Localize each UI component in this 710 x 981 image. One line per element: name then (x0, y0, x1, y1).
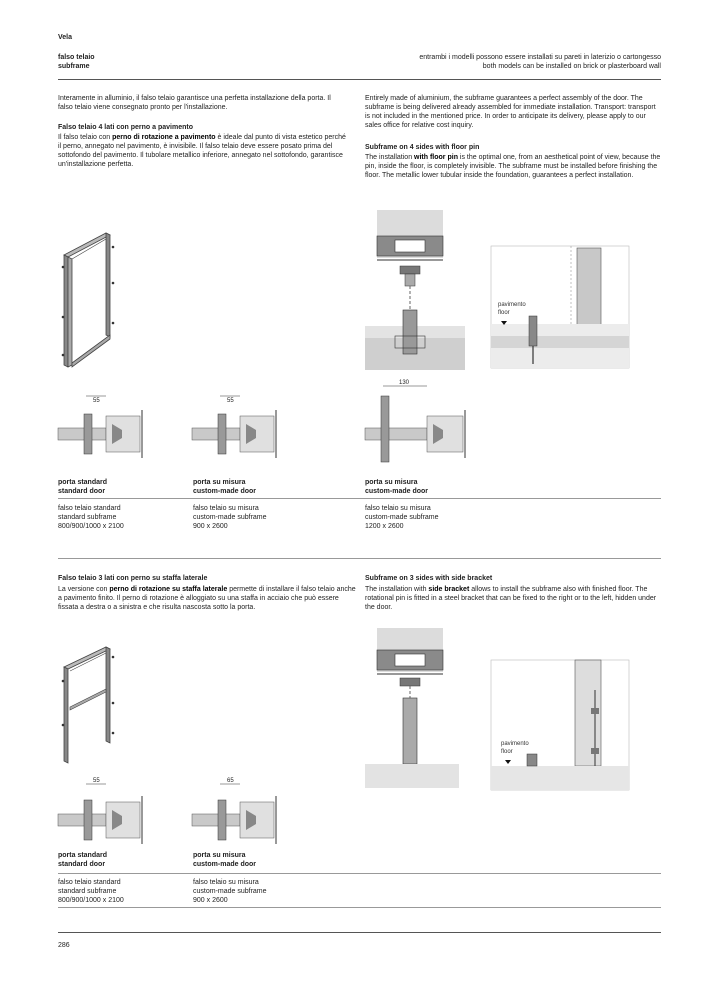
section2-body-it: La versione con perno di rotazione su staffa laterale permette di installare il falso telaio anche a pavimento finito. Il perno di rotazione è alloggiato su una staffa in acciaio che può essere fissata a destra o a sinistra e che risulta nascosta sotto la porta. (58, 586, 356, 611)
s2-variant-divider (58, 873, 661, 874)
note-en: both models can be installed on brick or plasterboard wall (482, 63, 661, 70)
s2-bottom-divider (58, 907, 661, 908)
s1-variant-1-name-it: porta standard (58, 479, 108, 486)
s1-variant-2-name-it: porta su misura (193, 479, 246, 486)
s1-variant-1-spec-it: falso telaio standard (58, 505, 121, 512)
s2-variant-1-name-en: standard door (58, 861, 106, 868)
dim-130: 130 (399, 380, 410, 386)
s1-variant-3-spec-it: falso telaio su misura (365, 505, 431, 512)
page-number: 286 (58, 942, 70, 949)
title-en: subframe (58, 63, 90, 70)
floor-label-en-1: floor (498, 310, 510, 316)
plan-detail-custom-900 (192, 392, 292, 462)
section2-heading-en: Subframe on 3 sides with side bracket (365, 575, 493, 582)
floor-label-it-1: pavimento (498, 302, 526, 308)
section-divider (58, 558, 661, 559)
s2-variant-2-spec-it: falso telaio su misura (193, 879, 259, 886)
side-bracket-section-drawing (365, 628, 465, 788)
side-bracket-detail-drawing (491, 660, 629, 790)
s1-variant-1-spec-en: standard subframe (58, 514, 117, 521)
plan-detail-custom-2 (192, 776, 292, 846)
section2-heading-it: Falso telaio 3 lati con perno su staffa laterale (58, 575, 208, 582)
intro-it: Interamente in alluminio, il falso telaio garantisce una perfetta installazione della porta. Il falso telaio viene consegnato pronto per l'installazione. (58, 95, 331, 111)
floor-pin-section-drawing (365, 210, 465, 370)
s1-variant-3-name-en: custom-made door (365, 488, 429, 495)
s2-variant-1-spec-it: falso telaio standard (58, 879, 121, 886)
section1-heading-en: Subframe on 4 sides with floor pin (365, 144, 480, 151)
s1-variant-2-size: 900 x 2600 (193, 523, 228, 530)
s2-variant-2-size: 900 x 2600 (193, 897, 228, 904)
dim-65: 65 (227, 778, 234, 784)
floor-label-en-2: floor (501, 749, 513, 755)
plan-detail-custom-1200 (365, 378, 470, 464)
s1-variant-2-spec-en: custom-made subframe (193, 514, 267, 521)
s1-variant-1-size: 800/900/1000 x 2100 (58, 523, 124, 530)
s2-variant-1-name-it: porta standard (58, 852, 108, 859)
brand-name: Vela (58, 34, 73, 41)
s2-variant-2-spec-en: custom-made subframe (193, 888, 267, 895)
dim-55-b: 55 (227, 398, 234, 404)
section1-body-en: The installation with floor pin is the optimal one, from an aesthetical point of view, because the pin, inside the floor, is completely invisible. The subframe must be installed before finishing the floor. The metallic lower tubular inside the foundation, guarantees a perfect installation. (365, 154, 661, 179)
s2-variant-2-name-it: porta su misura (193, 852, 246, 859)
floor-label-it-2: pavimento (501, 741, 529, 747)
s1-variant-divider (58, 498, 661, 499)
title-it: falso telaio (58, 54, 95, 61)
s2-variant-1-spec-en: standard subframe (58, 888, 117, 895)
plan-detail-standard-2 (58, 776, 158, 846)
s1-variant-3-spec-en: custom-made subframe (365, 514, 439, 521)
dim-55-c: 55 (93, 778, 100, 784)
section1-body-it: Il falso telaio con perno di rotazione a pavimento è ideale dal punto di vista estetico perché il perno, annegato nel pavimento, è invisibile. Il falso telaio deve essere posato prima del sottofondo del pavimento. Il tubolare metallico inferiore, annegato nel sottofondo, garantisce un'installazione perfetta. (58, 134, 346, 168)
s2-variant-1-size: 800/900/1000 x 2100 (58, 897, 124, 904)
subframe-4-sides-drawing (58, 225, 128, 370)
s1-variant-3-name-it: porta su misura (365, 479, 418, 486)
note-it: entrambi i modelli possono essere installati su pareti in laterizio o cartongesso (419, 54, 661, 61)
s1-variant-2-name-en: custom-made door (193, 488, 257, 495)
intro-en: Entirely made of aluminium, the subframe guarantees a perfect assembly of the door. The subframe is being delivered already assembled for immediate installation. Transport: transport is not included in the mentioned price. In order to anticipate its delivery, please apply to our sales office for relative cost inquiry. (365, 95, 656, 129)
header-divider (58, 79, 661, 80)
s1-variant-3-size: 1200 x 2600 (365, 523, 404, 530)
dim-55-a: 55 (93, 398, 100, 404)
section2-body-en: The installation with side bracket allows to install the subframe also with finished floor. The rotational pin is fitted in a steel bracket that can be fixed to the right or to the left, hidden under the door. (365, 586, 657, 611)
section1-heading-it: Falso telaio 4 lati con perno a pavimento (58, 124, 193, 131)
s1-variant-1-name-en: standard door (58, 488, 106, 495)
subframe-3-sides-drawing (58, 645, 128, 765)
s1-variant-2-spec-it: falso telaio su misura (193, 505, 259, 512)
s2-variant-2-name-en: custom-made door (193, 861, 257, 868)
plan-detail-standard (58, 392, 158, 462)
footer-divider (58, 932, 661, 933)
floor-pin-detail-drawing (491, 246, 629, 368)
